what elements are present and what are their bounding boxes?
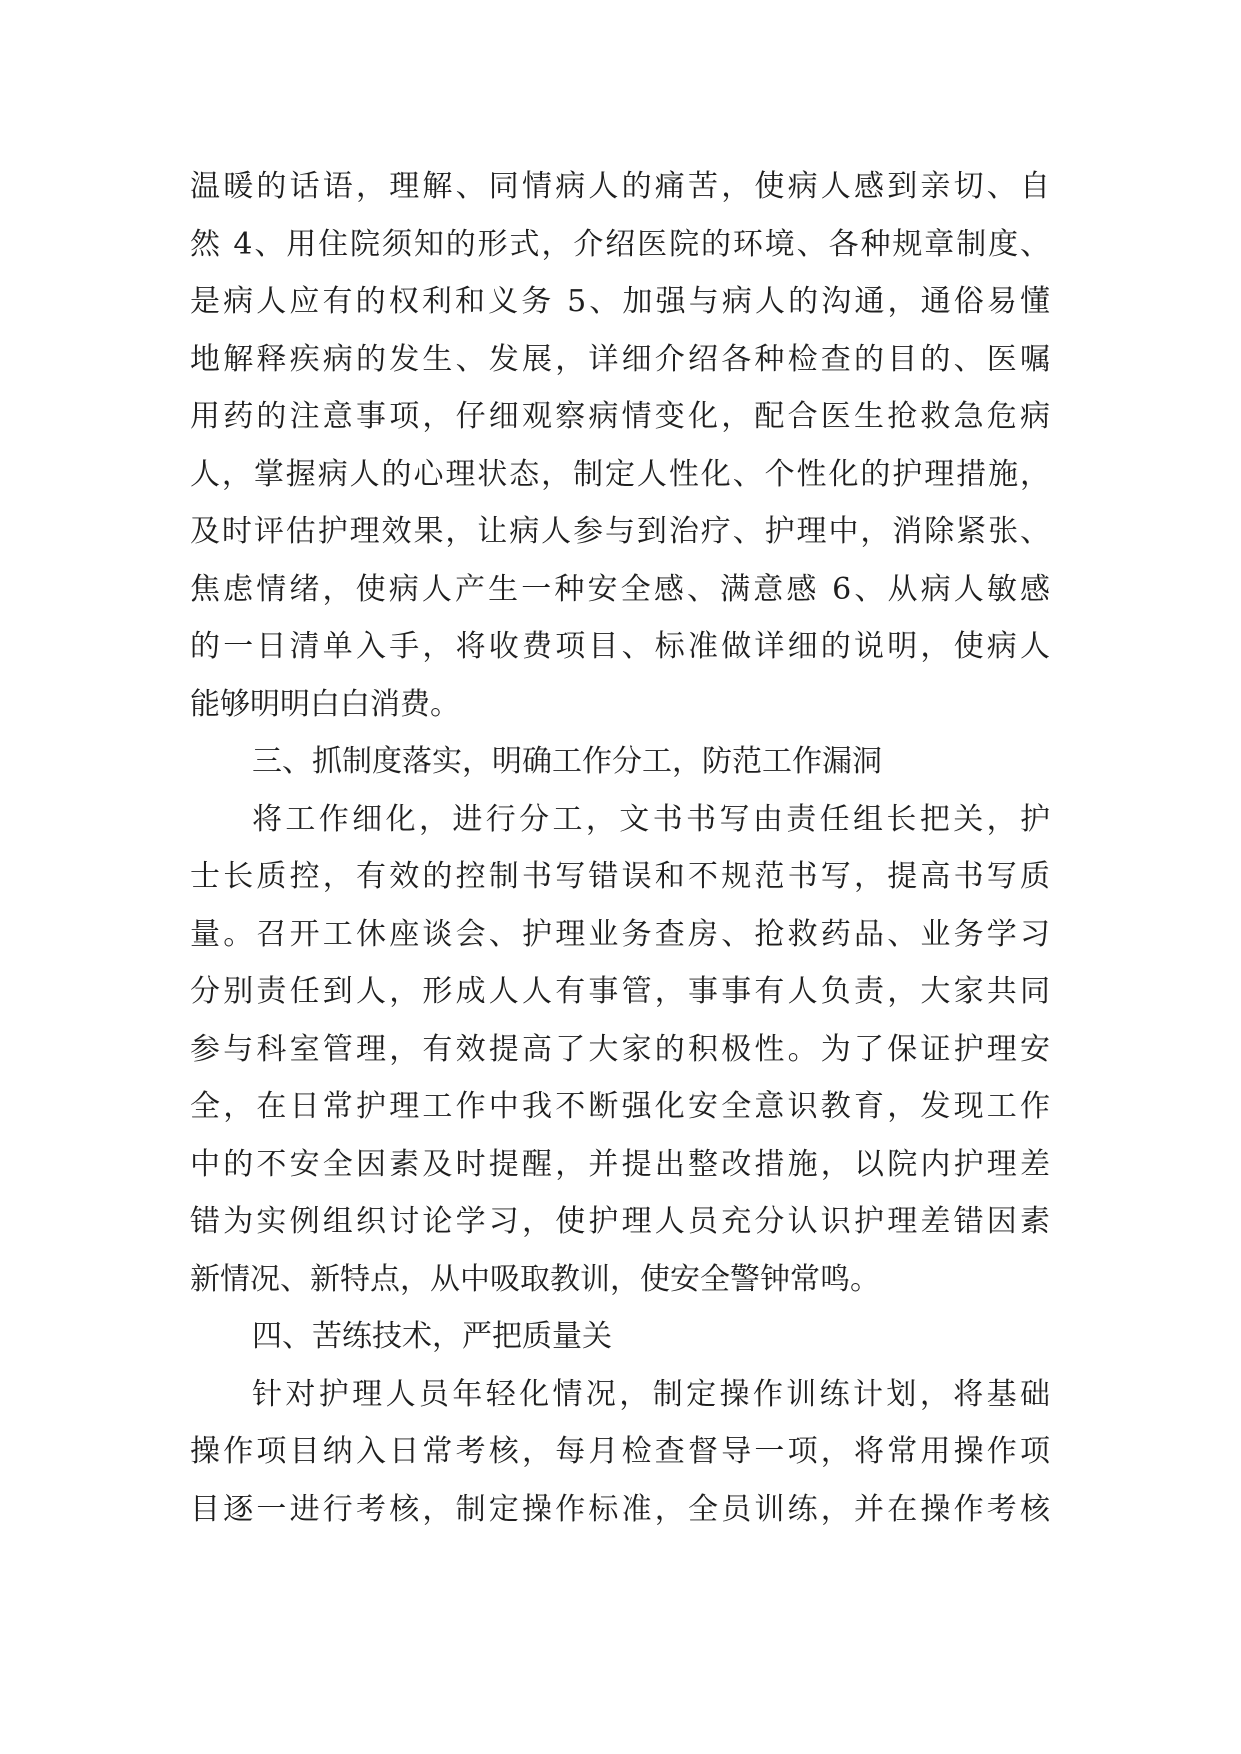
text-line: 将工作细化，进行分工，文书书写由责任组长把关，护 <box>252 801 1050 837</box>
text-line: 的一日清单入手，将收费项目、标准做详细的说明，使病人 <box>190 629 1050 664</box>
text-line: 错为实例组织讨论学习，使护理人员充分认识护理差错因素 <box>190 1204 1050 1239</box>
document-body <box>190 158 1050 1538</box>
text-line: 操作项目纳入日常考核，每月检查督导一项，将常用操作项 <box>190 1434 1050 1469</box>
text-line: 新情况、新特点，从中吸取教训，使安全警钟常鸣。 <box>190 1261 880 1297</box>
text-line: 是病人应有的权利和义务 5、加强与病人的沟通，通俗易懂 <box>190 284 1050 319</box>
section-heading: 四、苦练技术，严把质量关 <box>252 1319 612 1354</box>
text-line: 量。召开工休座谈会、护理业务查房、抢救药品、业务学习 <box>190 916 1050 952</box>
section-heading: 三、抓制度落实，明确工作分工，防范工作漏洞 <box>252 744 882 779</box>
text-line: 及时评估护理效果，让病人参与到治疗、护理中，消除紧张、 <box>190 514 1050 549</box>
text-line: 然 4、用住院须知的形式，介绍医院的环境、各种规章制度、 <box>190 226 1050 262</box>
text-line: 能够明明白白消费。 <box>190 686 460 722</box>
text-line: 目逐一进行考核，制定操作标准，全员训练，并在操作考核 <box>190 1491 1050 1527</box>
text-line: 分别责任到人，形成人人有事管，事事有人负责，大家共同 <box>190 974 1050 1009</box>
text-line: 全，在日常护理工作中我不断强化安全意识教育，发现工作 <box>190 1089 1050 1124</box>
text-line: 针对护理人员年轻化情况，制定操作训练计划，将基础 <box>252 1376 1050 1412</box>
text-line: 焦虑情绪，使病人产生一种安全感、满意感 6、从病人敏感 <box>190 571 1050 607</box>
text-line: 地解释疾病的发生、发展，详细介绍各种检查的目的、医嘱 <box>190 341 1050 377</box>
text-line: 中的不安全因素及时提醒，并提出整改措施，以院内护理差 <box>190 1146 1050 1182</box>
text-line: 用药的注意事项，仔细观察病情变化，配合医生抢救急危病 <box>190 399 1050 434</box>
text-line: 温暖的话语，理解、同情病人的痛苦，使病人感到亲切、自 <box>190 169 1050 204</box>
text-line: 士长质控，有效的控制书写错误和不规范书写，提高书写质 <box>190 859 1050 894</box>
text-line: 参与科室管理，有效提高了大家的积极性。为了保证护理安 <box>190 1031 1050 1067</box>
text-line: 人，掌握病人的心理状态，制定人性化、个性化的护理措施， <box>190 456 1050 492</box>
